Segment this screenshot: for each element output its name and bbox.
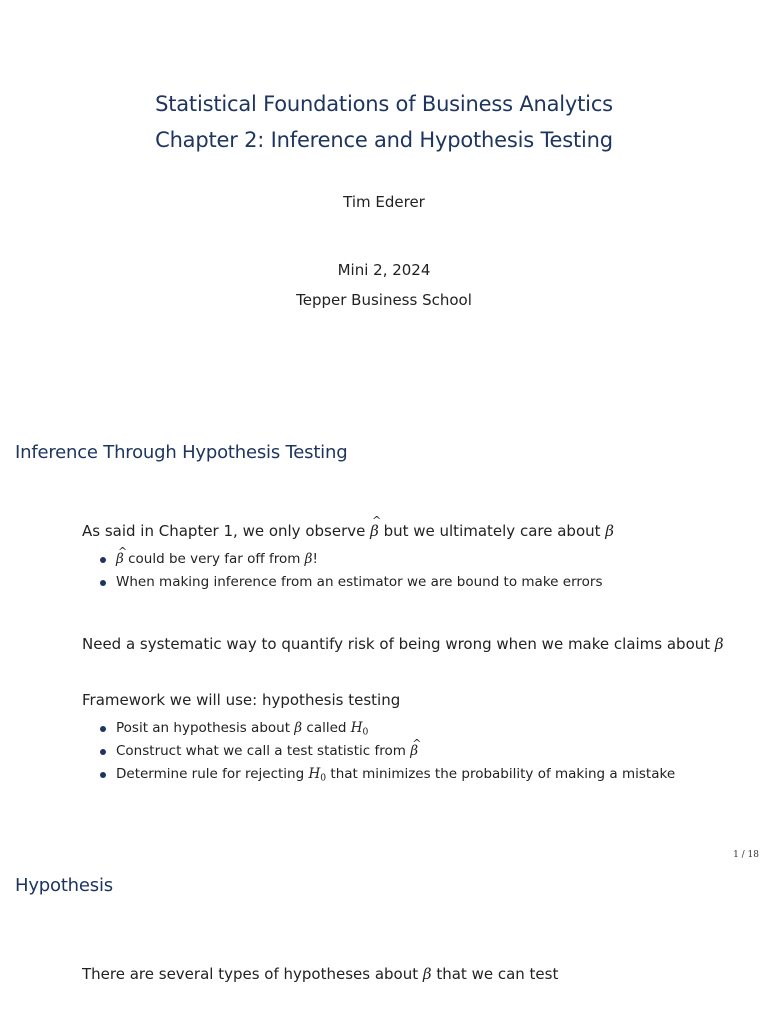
- institution: Tepper Business School: [296, 291, 472, 309]
- list-item: [100, 763, 675, 786]
- h0-symbol: [308, 766, 326, 782]
- paragraph-text: There are several types of hypotheses about: [82, 965, 423, 983]
- list-item-text: !: [312, 551, 318, 567]
- list-item-text: that minimizes the probability of making a mistake: [326, 766, 676, 782]
- h-letter: H: [350, 720, 363, 736]
- beta-symbol: β: [605, 522, 614, 540]
- slide-title-hypothesis: Hypothesis: [15, 875, 113, 896]
- paragraph-text: that we can test: [431, 965, 559, 983]
- paragraph-text: Need a systematic way to quantify risk of being wrong when we make claims about: [82, 635, 715, 653]
- beta-hat-symbol: ^ β: [410, 740, 418, 763]
- list-item-text: Posit an hypothesis about: [116, 720, 295, 736]
- list-item: [100, 571, 602, 594]
- list-item: [100, 548, 602, 571]
- list-item-text: Determine rule for rejecting: [116, 766, 309, 782]
- beta-hat-symbol: ^ β: [370, 522, 379, 540]
- list-item-text: called: [302, 720, 351, 736]
- list-item-text: could be very far off from: [123, 551, 305, 567]
- paragraph-text: As said in Chapter 1, we only observe: [82, 522, 371, 540]
- presentation-title: [0, 86, 768, 158]
- paragraph-types: [82, 965, 558, 983]
- paragraph-framework: Framework we will use: hypothesis testing: [82, 691, 401, 709]
- beta-symbol: β: [304, 551, 313, 567]
- list-item: [100, 717, 675, 740]
- list-item: [100, 740, 675, 763]
- bullet-list-framework: [100, 717, 675, 786]
- bullet-list-observe: [100, 548, 602, 594]
- beta-symbol: β: [294, 720, 303, 736]
- beta-hat-symbol: ^ β: [116, 548, 124, 571]
- slide-title-inference: Inference Through Hypothesis Testing: [15, 442, 348, 463]
- list-item-text: Construct what we call a test statistic from: [116, 743, 411, 759]
- paragraph-observe: [82, 522, 614, 540]
- paragraph-systematic: [82, 635, 724, 653]
- list-item-text: When making inference from an estimator we are bound to make errors: [116, 574, 603, 590]
- h-subscript: 0: [362, 726, 369, 738]
- beta-symbol: β: [714, 635, 724, 653]
- title-line-1: Statistical Foundations of Business Analytics: [155, 92, 613, 116]
- date: Mini 2, 2024: [337, 261, 431, 279]
- h0-symbol: [351, 720, 369, 736]
- beta-symbol: β: [422, 965, 432, 983]
- h-letter: H: [308, 766, 321, 782]
- paragraph-text: but we ultimately care about: [378, 522, 606, 540]
- title-line-2: Chapter 2: Inference and Hypothesis Testing: [155, 128, 613, 152]
- author: Tim Ederer: [343, 193, 425, 211]
- page-number: 1 / 18: [733, 850, 759, 860]
- h-subscript: 0: [320, 772, 327, 784]
